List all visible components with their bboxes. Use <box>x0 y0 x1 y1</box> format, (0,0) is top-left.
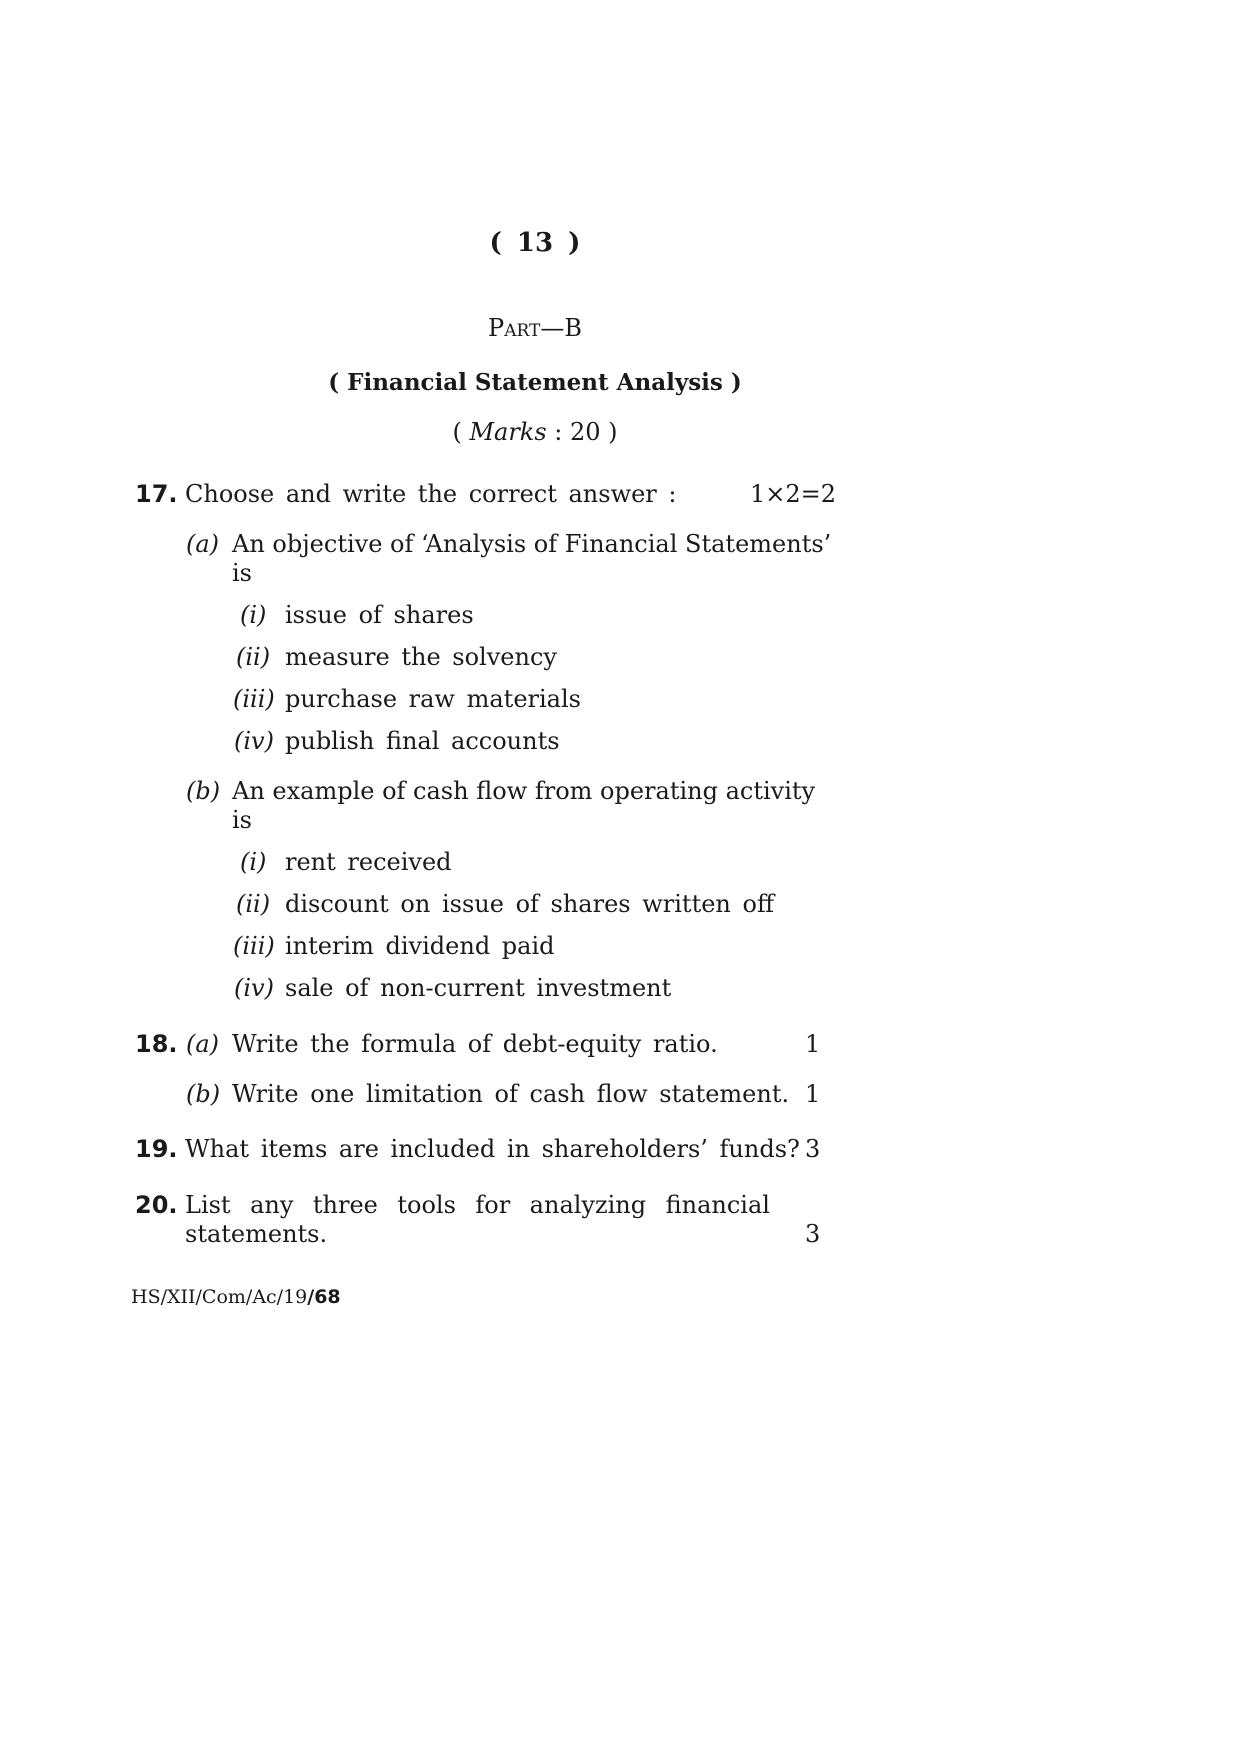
q17-text: Choose and write the correct answer : <box>185 480 677 508</box>
section-title: ( Financial Statement Analysis ) <box>328 369 742 396</box>
q17-number: 17. <box>135 480 178 508</box>
q18b-marks: 1 <box>805 1080 821 1108</box>
q18b-text: Write one limitation of cash flow statement. <box>232 1080 790 1108</box>
q18a-marks: 1 <box>805 1030 821 1058</box>
q17b-option-label: (iii) <box>233 932 275 960</box>
q20-word: tools <box>397 1191 456 1219</box>
q17b-option-text: interim dividend paid <box>285 932 555 960</box>
q17b-option-label: (iv) <box>234 974 274 1002</box>
q17a-option-label: (iii) <box>233 685 275 713</box>
q20-word: financial <box>665 1191 770 1219</box>
q17a-option-text: measure the solvency <box>285 643 557 671</box>
q18b-label: (b) <box>186 1080 221 1108</box>
q19-marks: 3 <box>805 1135 821 1163</box>
q17b-text-line2: is <box>232 806 252 834</box>
q20-word: for <box>475 1191 511 1219</box>
marks-open: ( <box>452 418 470 446</box>
q17b-label: (b) <box>186 777 221 805</box>
footer-code <box>131 1286 341 1308</box>
q17b-option-label: (ii) <box>236 890 271 918</box>
q20-line1 <box>185 1191 770 1219</box>
part-title-suffix: —B <box>540 314 582 342</box>
marks-word: Marks <box>469 418 547 446</box>
q20-word: analyzing <box>529 1191 647 1219</box>
q17a-option-text: publish final accounts <box>285 727 560 755</box>
q17a-option-text: purchase raw materials <box>285 685 581 713</box>
q17b-option-text: rent received <box>285 848 452 876</box>
q20-word: List <box>185 1191 231 1219</box>
q18a-text: Write the formula of debt-equity ratio. <box>232 1030 718 1058</box>
q17b-option-text: discount on issue of shares written off <box>285 890 774 918</box>
marks-line <box>0 418 1070 446</box>
q19-number: 19. <box>135 1135 178 1163</box>
q20-marks: 3 <box>805 1220 821 1248</box>
q17a-option-text: issue of shares <box>285 601 474 629</box>
q19-text: What items are included in shareholders’ funds? <box>185 1135 800 1163</box>
part-title <box>0 314 1070 342</box>
footer-code-bold: /68 <box>307 1286 341 1308</box>
q17-marks: 1×2=2 <box>750 480 837 508</box>
footer-code-text: HS/XII/Com/Ac/19 <box>131 1286 308 1308</box>
page-number: ( 13 ) <box>489 228 581 258</box>
q17a-option-label: (ii) <box>236 643 271 671</box>
q17a-text-line2: is <box>232 559 252 587</box>
q20-number: 20. <box>135 1191 178 1219</box>
q20-word: three <box>312 1191 378 1219</box>
q20-word: any <box>250 1191 294 1219</box>
q17a-text-line1: An objective of ‘Analysis of Financial Statements’ <box>232 530 832 558</box>
q20-line2: statements. <box>185 1220 328 1248</box>
q17a-option-label: (iv) <box>234 727 274 755</box>
marks-rest: : 20 ) <box>546 418 618 446</box>
q17b-option-text: sale of non-current investment <box>285 974 672 1002</box>
q17b-text-line1: An example of cash flow from operating activity <box>232 777 816 805</box>
q17b-option-label: (i) <box>240 848 267 876</box>
q18a-label: (a) <box>186 1030 220 1058</box>
q17a-label: (a) <box>186 530 220 558</box>
part-title-prefix: Part <box>488 314 541 342</box>
q18-number: 18. <box>135 1030 178 1058</box>
q17a-option-label: (i) <box>240 601 267 629</box>
